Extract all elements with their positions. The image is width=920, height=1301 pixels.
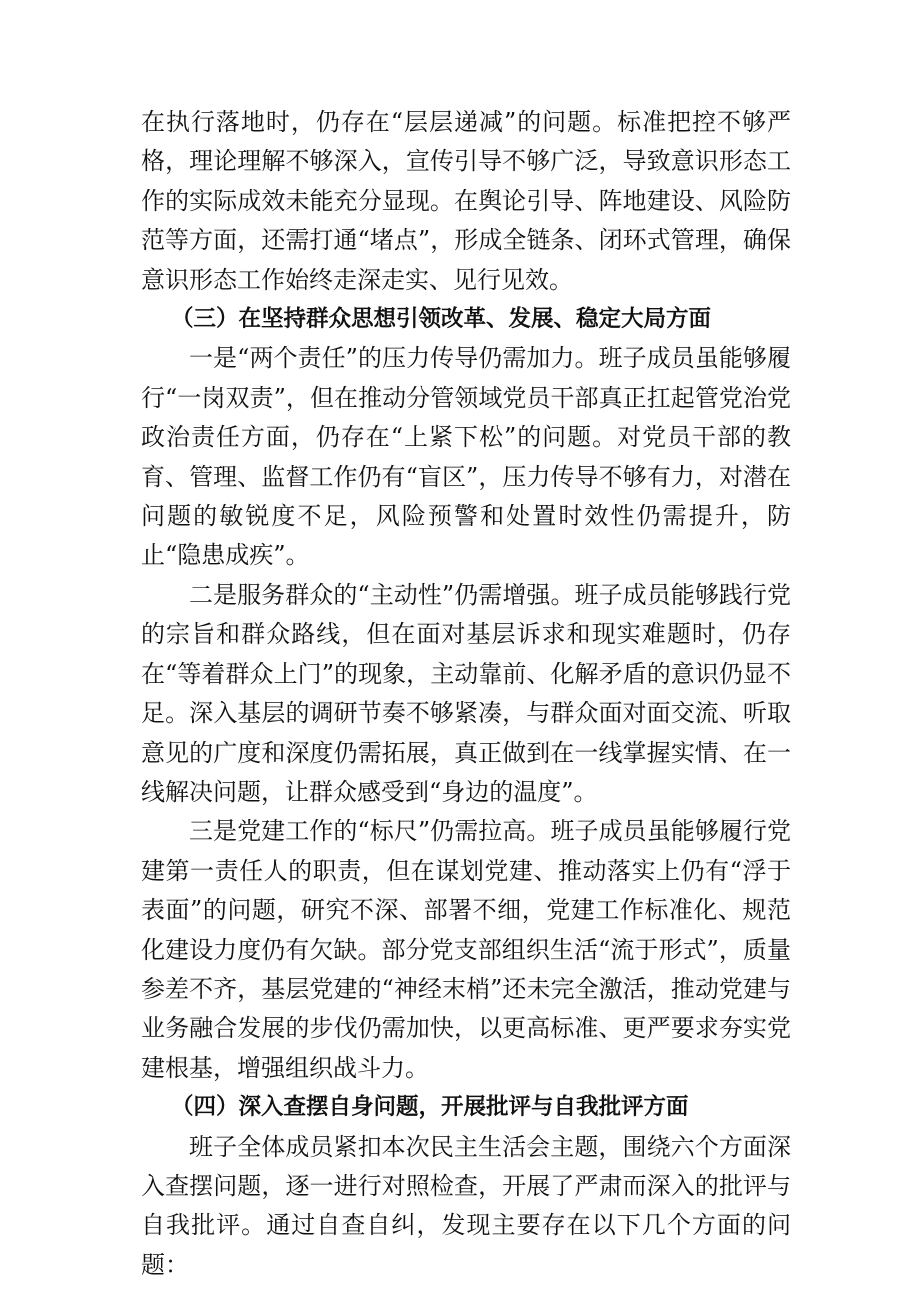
paragraph-responsibility: 一是“两个责任”的压力传导仍需加力。班子成员虽能够履行“一岗双责”，但在推动分管领域党员干部真正扛起管党治党政治责任方面，仍存在“上紧下松”的问题。对党员干部的教育、管理、监督工作仍有“盲区”，压力传导不够有力，对潜在问题的敏锐度不足，风险预警和处置时效性仍需提升，防止“隐患成疾”。 bbox=[141, 344, 791, 570]
section-heading-4: （四）深入查摆自身问题，开展批评与自我批评方面 bbox=[171, 1094, 689, 1121]
paragraph-self-criticism: 班子全体成员紧扣本次民主生活会主题，围绕六个方面深入查摆问题，逐一进行对照检查，开展了严肃而深入的批评与自我批评。通过自查自纠，发现主要存在以下几个方面的问题： bbox=[141, 1132, 791, 1279]
section-heading-3: （三）在坚持群众思想引领改革、发展、稳定大局方面 bbox=[171, 306, 712, 333]
paragraph-service: 二是服务群众的“主动性”仍需增强。班子成员能够践行党的宗旨和群众路线，但在面对基层诉求和现实难题时，仍存在“等着群众上门”的现象，主动靠前、化解矛盾的意识仍显不足。深入基层的调研节奏不够紧凑，与群众面对面交流、听取意见的广度和深度仍需拓展，真正做到在一线掌握实情、在一线解决问题，让群众感受到“身边的温度”。 bbox=[141, 580, 791, 806]
document-body bbox=[141, 103, 791, 1285]
paragraph-continuation: 在执行落地时，仍存在“层层递减”的问题。标准把控不够严格，理论理解不够深入，宣传引导不够广泛，导致意识形态工作的实际成效未能充分显现。在舆论引导、阵地建设、风险防范等方面，还需打通“堵点”，形成全链条、闭环式管理，确保意识形态工作始终走深走实、见行见效。 bbox=[141, 108, 791, 294]
paragraph-party-building: 三是党建工作的“标尺”仍需拉高。班子成员虽能够履行党建第一责任人的职责，但在谋划党建、推动落实上仍有“浮于表面”的问题，研究不深、部署不细，党建工作标准化、规范化建设力度仍有欠缺。部分党支部组织生活“流于形式”，质量参差不齐，基层党建的“神经末梢”还未完全激活，推动党建与业务融合发展的步伐仍需加快，以更高标准、更严要求夯实党建根基，增强组织战斗力。 bbox=[141, 817, 791, 1082]
